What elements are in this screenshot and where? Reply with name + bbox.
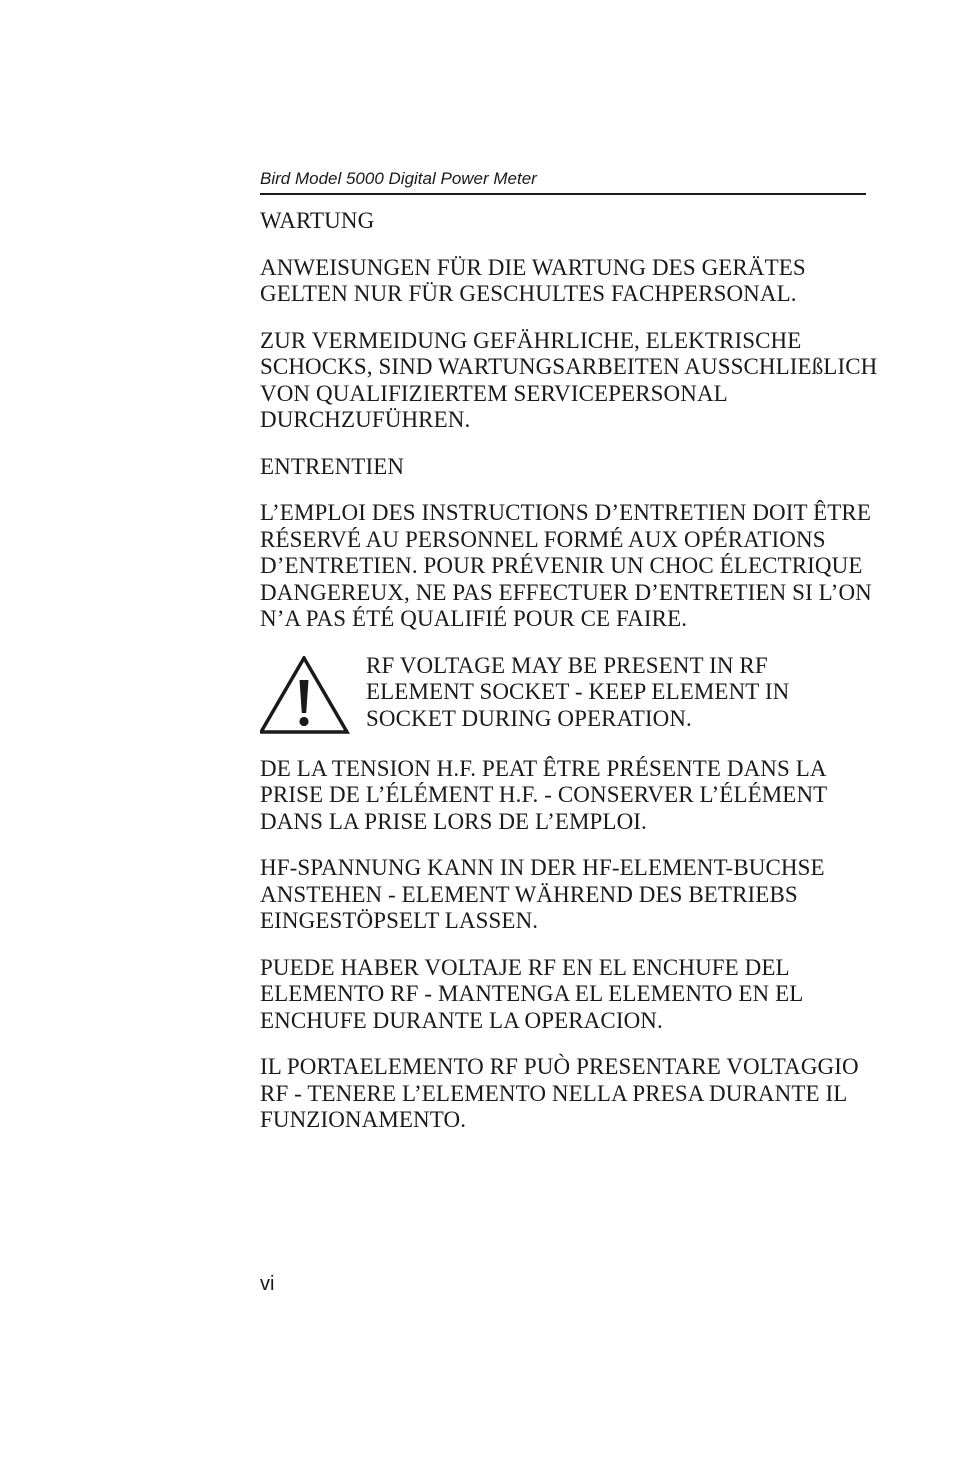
warning-text-fr: DE LA TENSION H.F. PEAT ÊTRE PRÉSENTE DANS LA PRISE DE L’ÉLÉMENT H.F. - CONSERVER L’ÉLÉMENT DANS LA PRISE LORS DE L’EMPLOI.	[260, 755, 827, 834]
warning-text-es: PUEDE HABER VOLTAJE RF EN EL ENCHUFE DEL ELEMENTO RF - MANTENGA EL ELEMENTO EN EL ENCHUFE DURANTE LA OPERACION.	[260, 954, 803, 1033]
wartung-paragraph-1: ANWEISUNGEN FÜR DIE WARTUNG DES GERÄTES GELTEN NUR FÜR GESCHULTES FACHPERSONAL.	[260, 254, 806, 306]
page-number: vi	[260, 1273, 275, 1295]
page-body	[260, 208, 880, 1154]
warning-text-it: IL PORTAELEMENTO RF PUÒ PRESENTARE VOLTAGGIO RF - TENERE L’ELEMENTO NELLA PRESA DURANTE IL FUNZIONAMENTO.	[260, 1054, 859, 1132]
entretien-paragraph: L’EMPLOI DES INSTRUCTIONS D’ENTRETIEN DOIT ÊTRE RÉSERVÉ AU PERSONNEL FORMÉ AUX OPÉRATIONS D’ENTRETIEN. POUR PRÉVENIR UN CHOC ÉLECTRIQUE DANGEREUX, NE PAS EFFECTUER D’ENTRETIEN SI L’ON N’A PAS ÉTÉ QUALIFIÉ POUR CE FAIRE.	[260, 500, 872, 631]
warning-triangle-icon	[260, 656, 366, 736]
running-header: Bird Model 5000 Digital Power Meter	[260, 168, 866, 195]
warning-text-de: HF-SPANNUNG KANN IN DER HF-ELEMENT-BUCHSE ANSTEHEN - ELEMENT WÄHREND DES BETRIEBS EINGESTÖPSELT LASSEN.	[260, 855, 825, 933]
warning-text-en: RF VOLTAGE MAY BE PRESENT IN RF ELEMENT SOCKET - KEEP ELEMENT IN SOCKET DURING OPERATION.	[366, 652, 790, 731]
entretien-heading: ENTRENTIEN	[260, 453, 405, 479]
rf-voltage-warning	[260, 653, 880, 736]
wartung-paragraph-2: ZUR VERMEIDUNG GEFÄHRLICHE, ELEKTRISCHE SCHOCKS, SIND WARTUNGSARBEITEN AUSSCHLIEßLICH VON QUALIFIZIERTEM SERVICEPERSONAL DURCHZUFÜHREN.	[260, 327, 878, 432]
wartung-heading: WARTUNG	[260, 208, 375, 233]
